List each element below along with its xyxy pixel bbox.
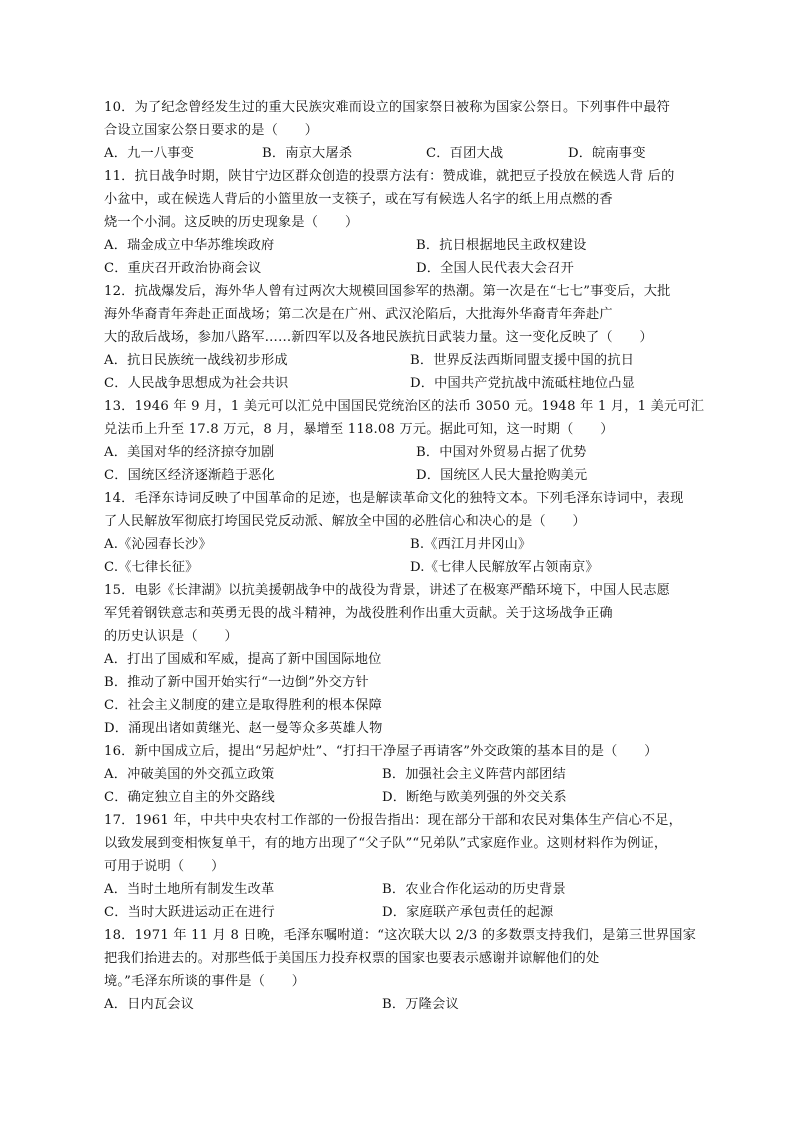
option-d: D．涌现出诸如黄继光、赵一曼等众多英雄人物	[104, 721, 383, 736]
option-a: A．抗日民族统一战线初步形成	[104, 353, 288, 368]
option-row	[104, 556, 704, 579]
question-11	[104, 165, 704, 280]
question-stem: 兑法币上升至 17.8 万元，8 月，暴增至 118.08 万元。据此可知，这一时期（ ）	[104, 422, 614, 437]
option-c: C.《七律长征》	[104, 560, 199, 575]
option-b: B．中国对外贸易占据了优势	[416, 445, 587, 460]
option-a: A.《沁园春长沙》	[104, 537, 212, 552]
question-14	[104, 487, 704, 579]
option-row	[104, 142, 704, 165]
option-row	[104, 533, 704, 556]
option-row	[104, 901, 704, 924]
question-stem: 合设立国家公祭日要求的是（ ）	[104, 123, 319, 138]
option-d: D．全国人民代表大会召开	[416, 261, 575, 276]
question-stem: 以致发展到变相恢复单干，有的地方出现了“父子队”“兄弟队”式家庭作业。这则材料作为例证，	[104, 836, 668, 851]
option-row	[104, 441, 704, 464]
question-stem: 18．1971 年 11 月 8 日晚，毛泽东嘱咐道：“这次联大以 2/3 的多数票支持我们，是第三世界国家	[104, 928, 696, 943]
option-d: D．国统区人民大量抢购美元	[416, 468, 588, 483]
option-d: D．中国共产党抗战中流砥柱地位凸显	[410, 376, 635, 391]
option-b: B．抗日根据地民主政权建设	[416, 238, 587, 253]
question-17	[104, 809, 704, 924]
option-b: B．农业合作化运动的历史背景	[382, 882, 566, 897]
option-a: A．冲破美国的外交孤立政策	[104, 767, 275, 782]
question-stem: 了人民解放军彻底打垮国民党反动派、解放全中国的必胜信心和决心的是（ ）	[104, 514, 586, 529]
question-16	[104, 740, 704, 809]
option-row	[104, 993, 704, 1016]
question-stem: 11．抗日战争时期，陕甘宁边区群众创造的投票方法有：赞成谁，就把豆子投放在候选人背 后的	[104, 169, 675, 184]
option-b: B．推动了新中国开始实行“一边倒”外交方针	[104, 675, 369, 690]
option-c: C．重庆召开政治协商会议	[104, 261, 262, 276]
option-b: B．万隆会议	[382, 997, 459, 1012]
option-d: D．家庭联产承包责任的起源	[382, 905, 554, 920]
option-b: B．加强社会主义阵营内部团结	[382, 767, 566, 782]
option-row	[104, 763, 704, 786]
option-c: C．社会主义制度的建立是取得胜利的根本保障	[104, 698, 383, 713]
option-row	[104, 234, 704, 257]
question-stem: 16．新中国成立后，提出“另起炉灶”、“打扫干净屋子再请客”外交政策的基本目的是（ ）	[104, 744, 658, 759]
option-a: A．当时土地所有制发生改革	[104, 882, 275, 897]
question-stem: 烧一个小洞。这反映的历史现象是（ ）	[104, 215, 359, 230]
option-c: C．百团大战	[426, 146, 504, 161]
option-a: A．美国对华的经济掠夺加剧	[104, 445, 275, 460]
option-a: A．九一八事变	[104, 146, 195, 161]
question-stem: 小盆中，或在候选人背后的小篮里放一支筷子，或在写有候选人名字的纸上用点燃的香	[104, 192, 613, 207]
question-stem: 14．毛泽东诗词反映了中国革命的足迹，也是解读革命文化的独特文本。下列毛泽东诗词中，表现	[104, 491, 684, 506]
option-row	[104, 786, 704, 809]
question-stem: 13．1946 年 9 月，1 美元可以汇兑中国国民党统治区的法币 3050 元。1948 年 1 月，1 美元可汇	[104, 399, 705, 414]
question-12	[104, 280, 704, 395]
question-stem: 大的敌后战场，参加八路军……新四军以及各地民族抗日武装力量。这一变化反映了（ ）	[104, 330, 653, 345]
question-stem: 军凭着钢铁意志和英勇无畏的战斗精神，为战役胜利作出重大贡献。关于这场战争正确	[104, 606, 613, 621]
question-stem: 12．抗战爆发后，海外华人曾有过两次大规模回国参军的热潮。第一次是在“七七”事变后，大批	[104, 284, 671, 299]
question-15	[104, 579, 704, 740]
option-c: C．确定独立自主的外交路线	[104, 790, 275, 805]
option-row	[104, 257, 704, 280]
option-c: C．当时大跃进运动正在进行	[104, 905, 275, 920]
option-b: B．世界反法西斯同盟支援中国的抗日	[410, 353, 635, 368]
question-stem: 15．电影《长津湖》以抗美援朝战争中的战役为背景，讲述了在极寒严酷环境下，中国人民志愿	[104, 583, 671, 598]
question-13	[104, 395, 704, 487]
question-stem: 可用于说明（ ）	[104, 859, 225, 874]
question-stem: 境。”毛泽东所谈的事件是（ ）	[104, 974, 306, 989]
option-c: C．国统区经济逐渐趋于恶化	[104, 468, 275, 483]
option-a: A．打出了国威和军威，提高了新中国国际地位	[104, 652, 382, 667]
option-b: B.《西江月井冈山》	[410, 537, 532, 552]
option-a: A．日内瓦会议	[104, 997, 195, 1012]
option-d: D.《七律人民解放军占领南京》	[410, 560, 599, 575]
question-stem: 17．1961 年，中共中央农村工作部的一份报告指出：现在部分干部和农民对集体生产信心不足，	[104, 813, 683, 828]
option-c: C．人民战争思想成为社会共识	[104, 376, 289, 391]
question-stem: 把我们抬进去的。对那些低于美国压力投弃权票的国家也要表示感谢并谅解他们的处	[104, 951, 600, 966]
option-row	[104, 372, 704, 395]
question-stem: 10．为了纪念曾经发生过的重大民族灾难而设立的国家祭日被称为国家公祭日。下列事件中最符	[104, 100, 671, 115]
option-b: B．南京大屠杀	[262, 146, 353, 161]
question-18	[104, 924, 704, 1016]
question-list	[104, 96, 704, 1016]
option-d: D．断绝与欧美列强的外交关系	[382, 790, 567, 805]
question-stem: 的历史认识是（ ）	[104, 629, 238, 644]
option-row	[104, 878, 704, 901]
question-10	[104, 96, 704, 165]
option-row	[104, 464, 704, 487]
option-d: D．皖南事变	[568, 146, 646, 161]
option-a: A．瑞金成立中华苏维埃政府	[104, 238, 275, 253]
option-row	[104, 349, 704, 372]
question-stem: 海外华裔青年奔赴正面战场；第二次是在广州、武汉沦陷后，大批海外华裔青年奔赴广	[104, 307, 613, 322]
